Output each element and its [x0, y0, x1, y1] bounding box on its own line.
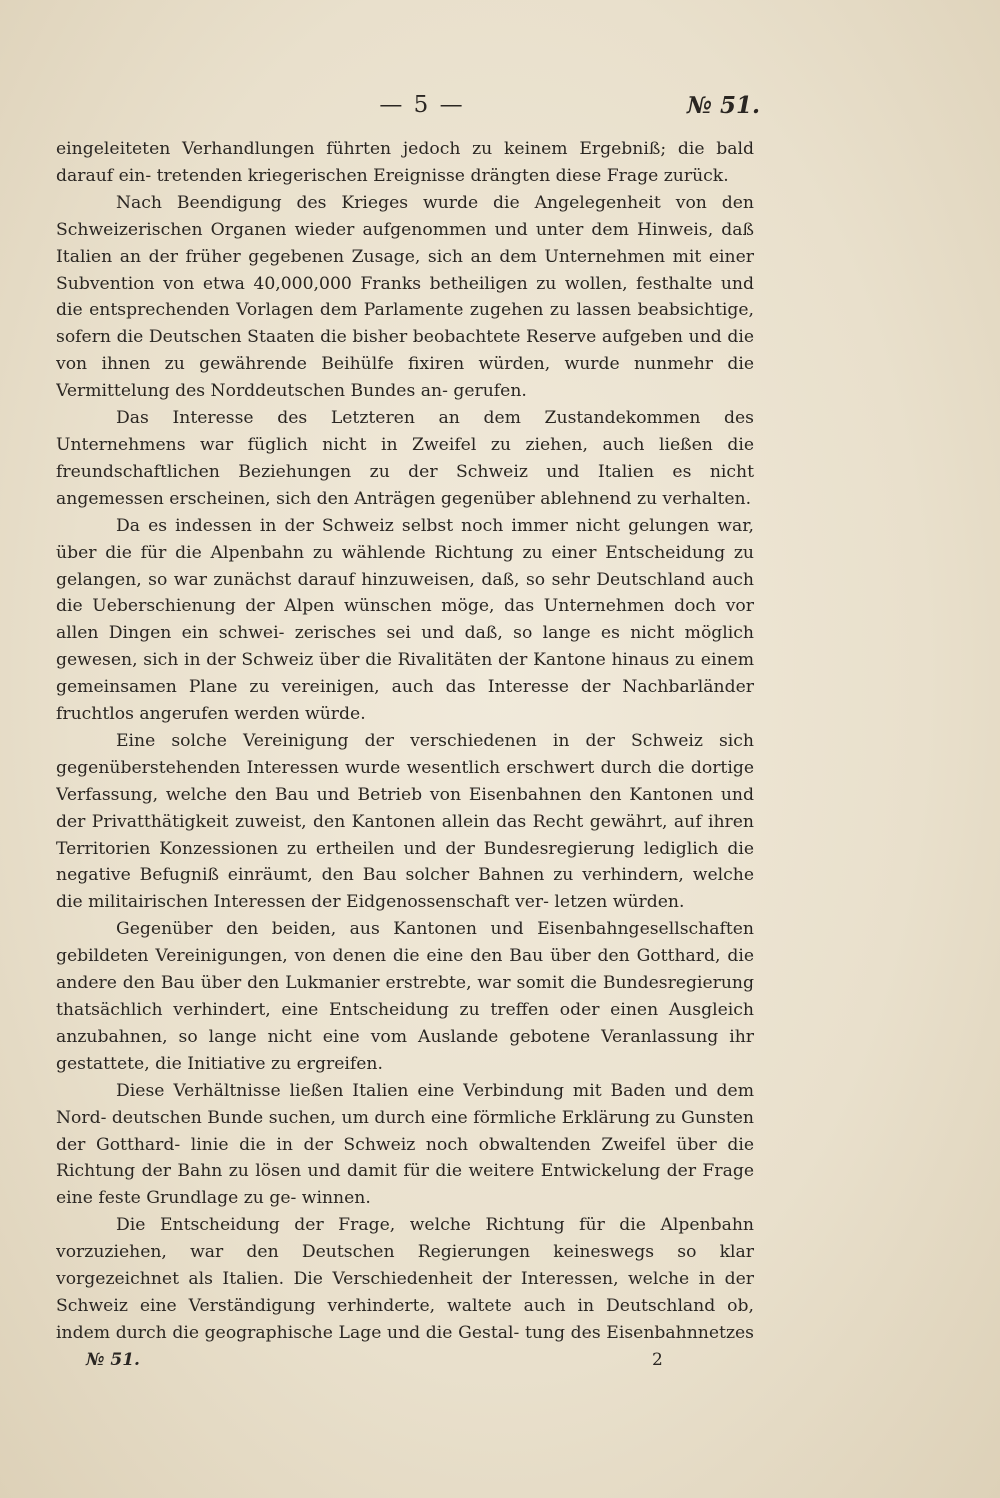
page-header	[0, 92, 1000, 126]
paragraph: Da es indessen in der Schweiz selbst noch immer nicht gelungen war, über die für die Alpenbahn zu wählende Richtung zu einer Entscheidung zu gelangen, so war zunächst darauf hinzuweisen, daß, so sehr Deutschland auch die Ueberschienung der Alpen wünschen möge, das Unternehmen doch vor allen Dingen ein schwei- zerisches sei und daß, so lange es nicht möglich gewesen, sich in der Schweiz über die Rivalitäten der Kantone hinaus zu einem gemeinsamen Plane zu vereinigen, auch das Interesse der Nachbarländer fruchtlos angerufen werden würde.	[56, 515, 754, 725]
page-footer	[0, 1350, 1000, 1380]
issue-number: № 51.	[686, 92, 760, 119]
document-body	[56, 136, 754, 1346]
paragraph: Das Interesse des Letzteren an dem Zustandekommen des Unternehmens war füglich nicht in Zweifel zu ziehen, auch ließen die freundschaftlichen Beziehungen zu der Schweiz und Italien es nicht angemessen erscheinen, sich den Anträgen gegenüber ablehnend zu verhalten.	[56, 408, 754, 509]
sheet-signature: 2	[652, 1350, 663, 1370]
page-number: — 5 —	[379, 92, 465, 118]
paragraph: Diese Verhältnisse ließen Italien eine Verbindung mit Baden und dem Nord- deutschen Bunde suchen, um durch eine förmliche Erklärung zu Gunsten der Gotthard- linie die in der Schweiz noch obwaltenden Zweifel über die Richtung der Bahn zu lösen und damit für die weitere Entwickelung der Frage eine feste Grundlage zu ge- winnen.	[56, 1080, 754, 1209]
paragraph: eingeleiteten Verhandlungen führten jedoch zu keinem Ergebniß; die bald darauf ein- tretenden kriegerischen Ereignisse drängten diese Frage zurück.	[56, 139, 754, 186]
paragraph: Eine solche Vereinigung der verschiedenen in der Schweiz sich gegenüberstehenden Interessen wurde wesentlich erschwert durch die dortige Verfassung, welche den Bau und Betrieb von Eisenbahnen den Kantonen und der Privatthätigkeit zuweist, den Kantonen allein das Recht gewährt, auf ihren Territorien Konzessionen zu ertheilen und der Bundesregierung lediglich die negative Befugniß einräumt, den Bau solcher Bahnen zu verhindern, welche die militairischen Interessen der Eidgenossenschaft ver- letzen würden.	[56, 730, 754, 913]
footer-issue-number: № 51.	[86, 1350, 140, 1370]
paragraph: Nach Beendigung des Krieges wurde die Angelegenheit von den Schweizerischen Organen wieder aufgenommen und unter dem Hinweis, daß Italien an der früher gegebenen Zusage, sich an dem Unternehmen mit einer Subvention von etwa 40,000,000 Franks betheiligen zu wollen, festhalte und die entsprechenden Vorlagen dem Parlamente zugehen zu lassen beabsichtige, sofern die Deutschen Staaten die bisher beobachtete Reserve aufgeben und die von ihnen zu gewährende Beihülfe fixiren würden, wurde nunmehr die Vermittelung des Norddeutschen Bundes an- gerufen.	[56, 192, 754, 402]
paragraph: Die Entscheidung der Frage, welche Richtung für die Alpenbahn vorzuziehen, war den Deutschen Regierungen keineswegs so klar vorgezeichnet als Italien. Die Verschiedenheit der Interessen, welche in der Schweiz eine Verständigung verhinderte, waltete auch in Deutschland ob, indem durch die geographische Lage und die Gestal- tung des Eisenbahnnetzes	[56, 1215, 754, 1343]
paragraph: Gegenüber den beiden, aus Kantonen und Eisenbahngesellschaften gebildeten Vereinigungen, von denen die eine den Bau über den Gotthard, die andere den Bau über den Lukmanier erstrebte, war somit die Bundesregierung thatsächlich verhindert, eine Entscheidung zu treffen oder einen Ausgleich anzubahnen, so lange nicht eine vom Auslande gebotene Veranlassung ihr gestattete, die Initiative zu ergreifen.	[56, 919, 754, 1074]
